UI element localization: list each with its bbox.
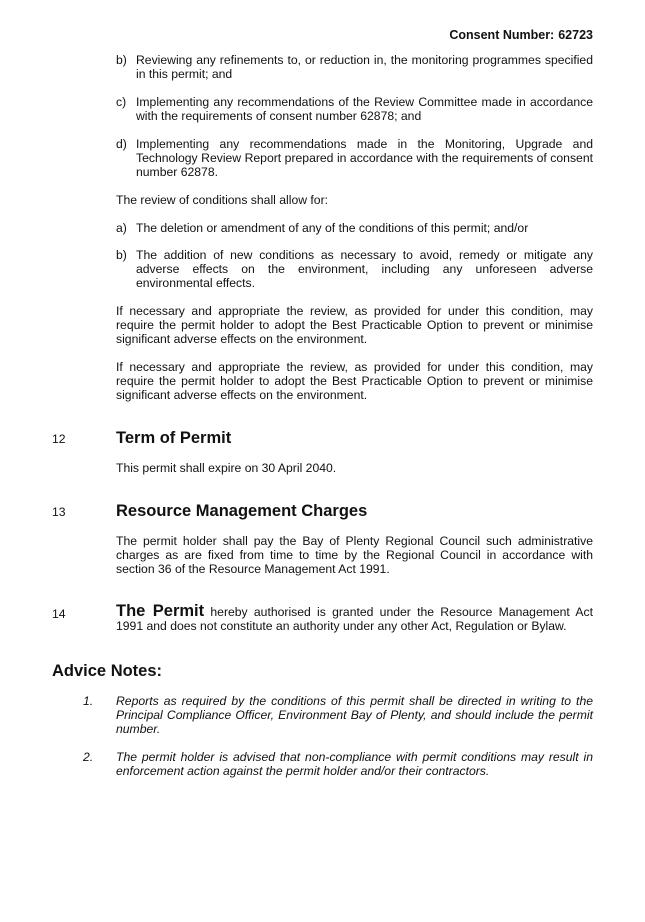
note-label: 1. [83,694,94,708]
note-text: Reports as required by the conditions of this permit shall be directed in writing to the Principal Compliance Officer, Environment Bay of Plenty, and should include the permit number. [116,694,593,737]
section-body-charges: The permit holder shall pay the Bay of Plenty Regional Council such administrative charges as are fixed from time to time by the Regional Council in accordance with section 36 of the Resource Management Act 1991. [116,534,593,577]
section-number-12: 12 [52,432,66,446]
section-lead-permit: The Permit [116,602,205,620]
advice-note-2 [83,750,593,778]
list-label: a) [116,221,127,235]
section-number-14: 14 [52,607,66,621]
review-paragraph: If necessary and appropriate the review, as provided for under this condition, may require the permit holder to adopt the Best Practicable Option to prevent or minimise significant adverse effects on the environment. [116,304,593,347]
note-text: The permit holder is advised that non-compliance with permit conditions may result in enforcement action against the permit holder and/or their contractors. [116,750,593,779]
consent-number-header [449,28,593,42]
consent-number-label: Consent Number: [449,28,555,42]
section-text-permit: hereby authorised is granted under the Resource Management Act 1991 and does not constitute an authority under any other Act, Regulation or Bylaw. [116,605,593,634]
consent-number-value: 62723 [558,28,593,42]
advice-notes-title: Advice Notes: [52,662,163,680]
section-number-13: 13 [52,505,66,519]
section-body-term: This permit shall expire on 30 April 2040. [116,461,337,475]
list-label: b) [116,248,127,262]
list-text: Implementing any recommendations made in the Monitoring, Upgrade and Technology Review Report prepared in accordance with the requirements of consent number 62878. [136,137,593,180]
list-label: b) [116,53,127,67]
allow-item-b [116,248,593,291]
review-item-b [116,53,593,81]
review-intro: The review of conditions shall allow for: [116,193,329,207]
section-body-permit [116,604,593,633]
review-item-d [116,137,593,180]
allow-item-a [116,221,593,235]
review-paragraph: If necessary and appropriate the review, as provided for under this condition, may require the permit holder to adopt the Best Practicable Option to prevent or minimise significant adverse effects on the environment. [116,360,593,403]
advice-note-1 [83,694,593,737]
list-label: c) [116,95,127,109]
note-label: 2. [83,750,94,764]
list-text: The deletion or amendment of any of the conditions of this permit; and/or [136,221,529,235]
list-text: Reviewing any refinements to, or reduction in, the monitoring programmes specified in this permit; and [136,53,593,82]
list-label: d) [116,137,127,151]
review-item-c [116,95,593,123]
list-text: Implementing any recommendations of the Review Committee made in accordance with the requirements of consent number 62878; and [136,95,593,124]
list-text: The addition of new conditions as necessary to avoid, remedy or mitigate any adverse effects on the environment, including any unforeseen adverse environmental effects. [136,248,593,291]
section-title-charges: Resource Management Charges [116,502,368,520]
section-title-term: Term of Permit [116,429,232,447]
